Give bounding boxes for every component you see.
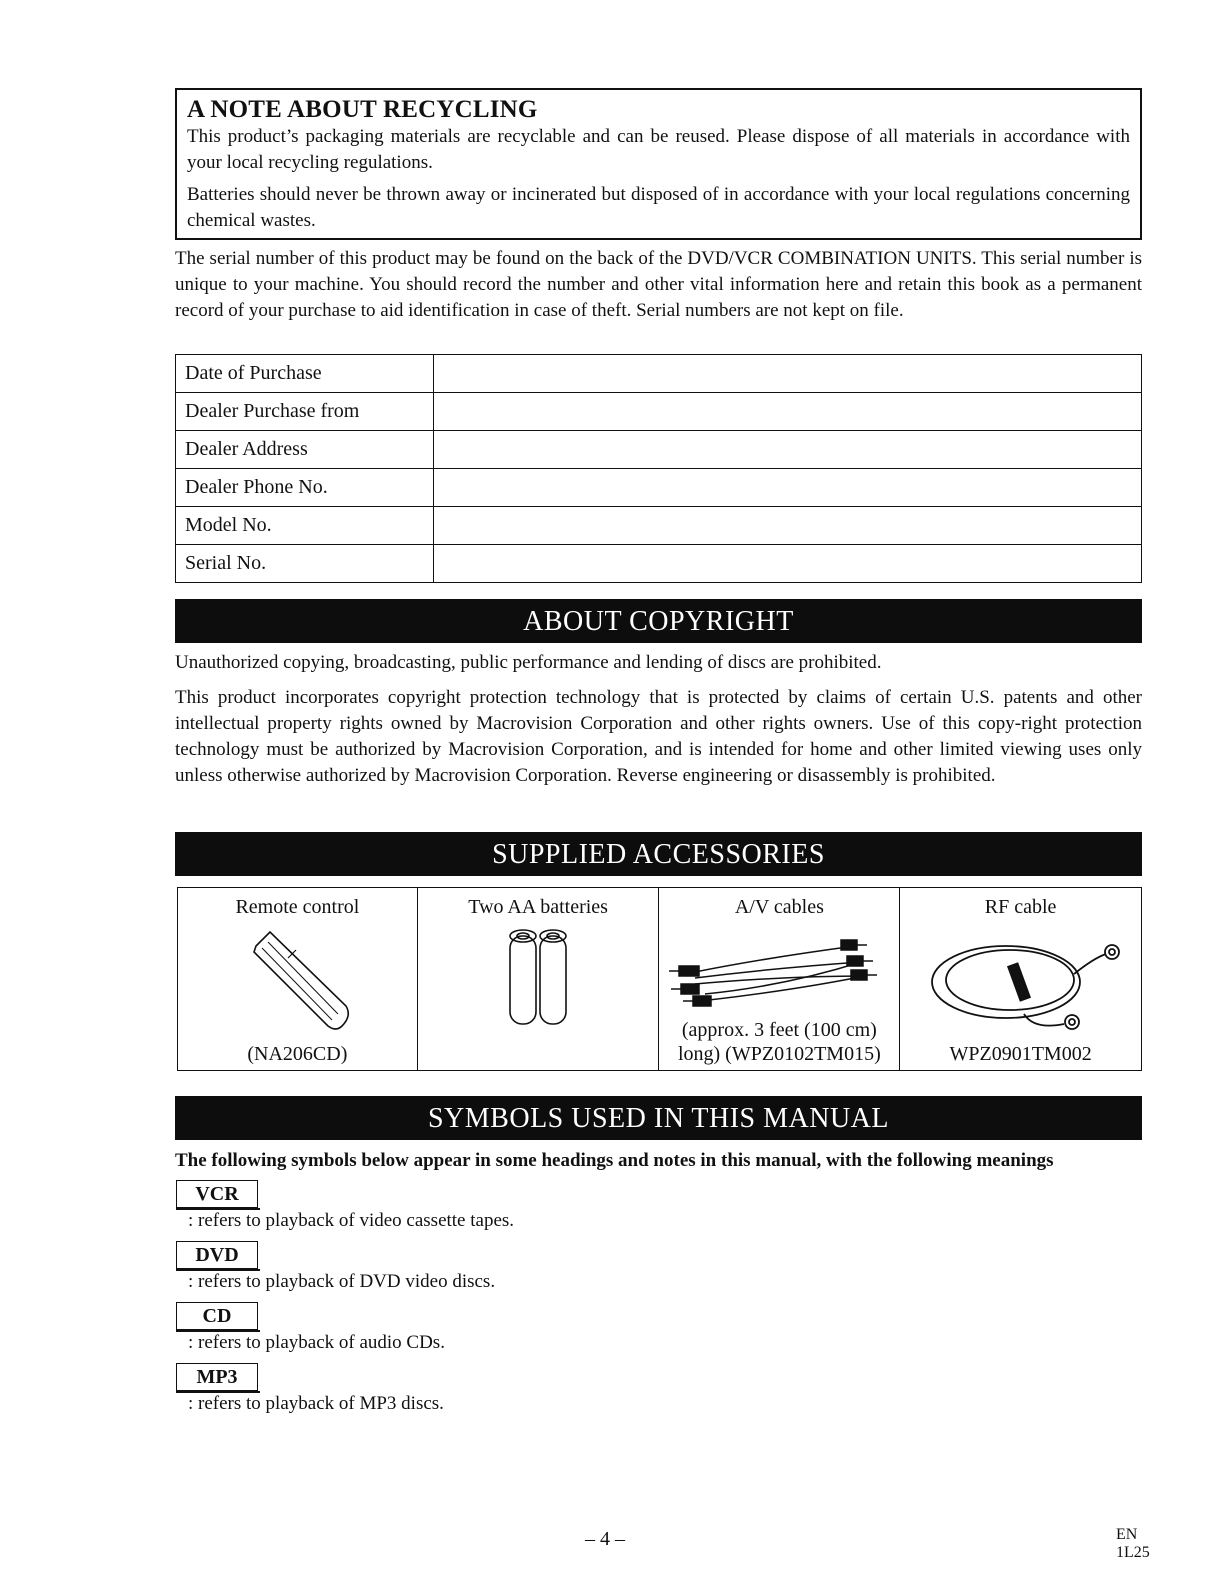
batteries-icon <box>506 926 572 1030</box>
row-value <box>434 507 1142 545</box>
document-code: 1L25 <box>1116 1544 1150 1561</box>
symbols-lead-text: The following symbols below appear in some headings and notes in this manual, with the following meanings <box>175 1150 1054 1171</box>
accessory-name: Remote control <box>235 896 360 918</box>
accessory-name: RF cable <box>984 896 1057 918</box>
row-value <box>434 431 1142 469</box>
row-value <box>434 393 1142 431</box>
copyright-paragraph-1: Unauthorized copying, broadcasting, public performance and lending of discs are prohibited. <box>175 652 882 673</box>
recycling-paragraph-1: This product’s packaging materials are recyclable and can be reused. Please dispose of all materials in accordance with your local recycling regulations. <box>187 126 1130 173</box>
row-value <box>434 469 1142 507</box>
cd-symbol-badge: CD <box>176 1302 258 1330</box>
row-label: Model No. <box>176 507 434 545</box>
accessory-code-line-2: long) (WPZ0102TM015) <box>677 1043 881 1065</box>
accessory-batteries-cell <box>417 888 659 1071</box>
row-value <box>434 545 1142 583</box>
page-number: – 4 – <box>585 1528 625 1550</box>
av-cables-icon <box>665 932 895 1014</box>
accessory-code: WPZ0901TM002 <box>949 1043 1092 1065</box>
accessory-rf-cable-cell <box>900 888 1142 1071</box>
accessory-code <box>659 1018 899 1066</box>
accessory-code-line-1: (approx. 3 feet (100 cm) <box>681 1019 877 1041</box>
table-row <box>176 431 1142 469</box>
accessory-name: A/V cables <box>734 896 824 918</box>
dvd-symbol-description: : refers to playback of DVD video discs. <box>188 1271 496 1292</box>
vcr-symbol-badge: VCR <box>176 1180 258 1208</box>
row-label: Dealer Phone No. <box>176 469 434 507</box>
rf-cable-icon <box>924 924 1124 1042</box>
language-code: EN <box>1116 1526 1138 1543</box>
recycling-title: A NOTE ABOUT RECYCLING <box>187 96 538 123</box>
table-row <box>176 545 1142 583</box>
recycling-paragraph-2: Batteries should never be thrown away or incinerated but disposed of in accordance with your local regulations concerning chemical wastes. <box>187 184 1130 231</box>
table-row <box>176 469 1142 507</box>
mp3-symbol-badge: MP3 <box>176 1363 258 1391</box>
accessories-banner: SUPPLIED ACCESSORIES <box>175 832 1142 876</box>
recycling-note-box <box>175 88 1142 240</box>
row-label: Dealer Address <box>176 431 434 469</box>
copyright-paragraph-2: This product incorporates copyright protection technology that is protected by claims of certain U.S. patents and other intellectual property rights owned by Macrovision Corporation and other rights owners. Use of this copy-right protection technology must be authorized by Macrovision Corporation, and is intended for home and other limited viewing uses only unless otherwise authorized by Macrovision Corporation. Reverse engineering or disassembly is prohibited. <box>175 687 1142 786</box>
symbols-banner: SYMBOLS USED IN THIS MANUAL <box>175 1096 1142 1140</box>
accessory-name: Two AA batteries <box>468 896 608 918</box>
table-row <box>176 507 1142 545</box>
accessory-remote-cell <box>178 888 418 1071</box>
row-label: Dealer Purchase from <box>176 393 434 431</box>
mp3-symbol-description: : refers to playback of MP3 discs. <box>188 1393 444 1414</box>
accessory-av-cables-cell <box>659 888 900 1071</box>
row-label: Date of Purchase <box>176 355 434 393</box>
purchase-record-table <box>175 354 1142 583</box>
vcr-symbol-description: : refers to playback of video cassette tapes. <box>188 1210 515 1231</box>
table-row <box>176 355 1142 393</box>
serial-number-note: The serial number of this product may be found on the back of the DVD/VCR COMBINATION UNITS. This serial number is unique to your machine. You should record the number and other vital information here and retain this book as a permanent record of your purchase to aid identification in case of theft. Serial numbers are not kept on file. <box>175 248 1142 321</box>
remote-control-icon <box>248 928 353 1038</box>
table-row <box>176 393 1142 431</box>
row-value <box>434 355 1142 393</box>
copyright-banner: ABOUT COPYRIGHT <box>175 599 1142 643</box>
cd-symbol-description: : refers to playback of audio CDs. <box>188 1332 445 1353</box>
corner-code <box>1116 1526 1150 1562</box>
dvd-symbol-badge: DVD <box>176 1241 258 1269</box>
accessory-code: (NA206CD) <box>247 1043 348 1065</box>
accessories-table <box>177 887 1142 1071</box>
row-label: Serial No. <box>176 545 434 583</box>
